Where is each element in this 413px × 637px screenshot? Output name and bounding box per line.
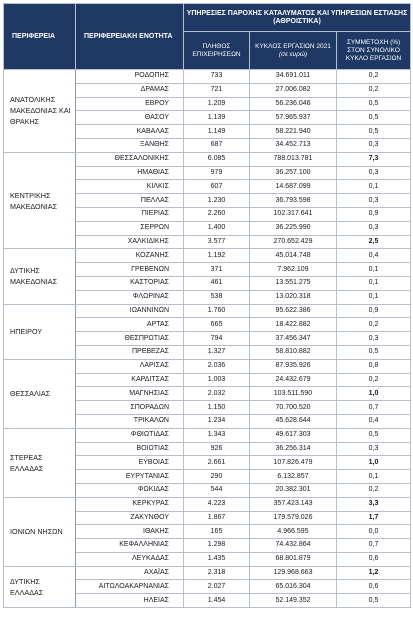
turnover-cell: 68.801.879 — [250, 552, 337, 566]
turnover-cell: 4.966.595 — [250, 525, 337, 539]
share-cell: 1,0 — [337, 456, 411, 470]
share-cell: 3,3 — [337, 497, 411, 511]
business-count-cell: 538 — [184, 290, 250, 304]
regional-unit-cell: ΒΟΙΩΤΙΑΣ — [76, 442, 184, 456]
regional-unit-cell: ΚΙΛΚΙΣ — [76, 180, 184, 194]
share-cell: 0,3 — [337, 442, 411, 456]
business-count-cell: 1.435 — [184, 552, 250, 566]
share-cell: 2,5 — [337, 235, 411, 249]
share-cell: 0,2 — [337, 83, 411, 97]
regional-unit-cell: ΑΧΑΪΑΣ — [76, 566, 184, 580]
regional-unit-cell: ΗΛΕΙΑΣ — [76, 594, 184, 608]
business-count-cell: 2.032 — [184, 387, 250, 401]
regional-unit-cell: ΙΩΑΝΝΙΝΩΝ — [76, 304, 184, 318]
header-turnover-label: ΚΥΚΛΟΣ ΕΡΓΑΣΙΩΝ 2021 — [255, 42, 331, 50]
turnover-cell: 34.452.713 — [250, 138, 337, 152]
business-count-cell: 2.260 — [184, 207, 250, 221]
share-cell: 0,0 — [337, 525, 411, 539]
header-group-title: ΥΠΗΡΕΣΙΕΣ ΠΑΡΟΧΗΣ ΚΑΤΑΛΥΜΑΤΟΣ ΚΑΙ ΥΠΗΡΕΣΙΩΝ ΕΣΤΙΑΣΗΣ (ΑΘΡΟΙΣΤΙΚΑ) — [184, 4, 411, 32]
share-cell: 0,4 — [337, 249, 411, 263]
share-cell: 0,3 — [337, 332, 411, 346]
region-name-cell: ΔΥΤΙΚΗΣ ΜΑΚΕΔΟΝΙΑΣ — [4, 249, 76, 304]
share-cell: 0,6 — [337, 552, 411, 566]
turnover-cell: 6.132.857 — [250, 470, 337, 484]
business-count-cell: 1.003 — [184, 373, 250, 387]
table-row — [4, 428, 411, 442]
share-cell: 0,1 — [337, 276, 411, 290]
share-cell: 0,5 — [337, 111, 411, 125]
business-count-cell: 2.661 — [184, 456, 250, 470]
regional-unit-cell: ΕΒΡΟΥ — [76, 97, 184, 111]
turnover-cell: 34.691.011 — [250, 70, 337, 84]
share-cell: 0,9 — [337, 207, 411, 221]
turnover-cell: 14.687.099 — [250, 180, 337, 194]
share-cell: 0,2 — [337, 483, 411, 497]
share-cell: 0,2 — [337, 70, 411, 84]
turnover-cell: 95.622.386 — [250, 304, 337, 318]
regional-unit-cell: ΖΑΚΥΝΘΟΥ — [76, 511, 184, 525]
business-count-cell: 544 — [184, 483, 250, 497]
business-count-cell: 1.760 — [184, 304, 250, 318]
business-count-cell: 2.027 — [184, 580, 250, 594]
region-name-cell: ΗΠΕΙΡΟΥ — [4, 304, 76, 359]
table-row — [4, 566, 411, 580]
regional-unit-cell: ΚΕΡΚΥΡΑΣ — [76, 497, 184, 511]
business-count-cell: 1.149 — [184, 125, 250, 139]
turnover-cell: 179.579.026 — [250, 511, 337, 525]
share-cell: 0,5 — [337, 125, 411, 139]
turnover-cell: 37.456.347 — [250, 332, 337, 346]
share-cell: 0,1 — [337, 263, 411, 277]
business-count-cell: 1.454 — [184, 594, 250, 608]
turnover-cell: 20.382.301 — [250, 483, 337, 497]
share-cell: 0,8 — [337, 359, 411, 373]
header-regional-unit: ΠΕΡΙΦΕΡΕΙΑΚΗ ΕΝΟΤΗΤΑ — [76, 4, 184, 70]
business-count-cell: 1.298 — [184, 539, 250, 553]
share-cell: 0,5 — [337, 97, 411, 111]
business-count-cell: 979 — [184, 166, 250, 180]
regional-unit-cell: ΠΙΕΡΙΑΣ — [76, 207, 184, 221]
regional-unit-cell: ΦΘΙΩΤΙΔΑΣ — [76, 428, 184, 442]
table-row — [4, 359, 411, 373]
share-cell: 0,5 — [337, 345, 411, 359]
turnover-cell: 270.652.429 — [250, 235, 337, 249]
business-count-cell: 1.400 — [184, 221, 250, 235]
turnover-cell: 102.317.641 — [250, 207, 337, 221]
turnover-cell: 74.432.864 — [250, 539, 337, 553]
regional-unit-cell: ΔΡΑΜΑΣ — [76, 83, 184, 97]
turnover-cell: 58.810.882 — [250, 345, 337, 359]
business-count-cell: 461 — [184, 276, 250, 290]
regional-unit-cell: ΚΑΒΑΛΑΣ — [76, 125, 184, 139]
business-count-cell: 733 — [184, 70, 250, 84]
regional-unit-cell: ΛΑΡΙΣΑΣ — [76, 359, 184, 373]
regional-unit-cell: ΚΑΣΤΟΡΙΑΣ — [76, 276, 184, 290]
business-count-cell: 1.234 — [184, 414, 250, 428]
share-cell: 0,9 — [337, 304, 411, 318]
business-count-cell: 1.230 — [184, 194, 250, 208]
business-count-cell: 4.223 — [184, 497, 250, 511]
share-cell: 0,7 — [337, 401, 411, 415]
turnover-cell: 58.221.940 — [250, 125, 337, 139]
region-name-cell: ΣΤΕΡΕΑΣ ΕΛΛΑΔΑΣ — [4, 428, 76, 497]
regional-unit-cell: ΠΡΕΒΕΖΑΣ — [76, 345, 184, 359]
share-cell: 0,7 — [337, 539, 411, 553]
regional-unit-cell: ΞΑΝΘΗΣ — [76, 138, 184, 152]
table-row — [4, 70, 411, 84]
share-cell: 0,3 — [337, 138, 411, 152]
turnover-cell: 27.006.082 — [250, 83, 337, 97]
turnover-cell: 13.020.318 — [250, 290, 337, 304]
turnover-cell: 52.149.352 — [250, 594, 337, 608]
turnover-cell: 103.511.590 — [250, 387, 337, 401]
table-body — [4, 70, 411, 608]
business-count-cell: 1.867 — [184, 511, 250, 525]
turnover-cell: 24.432.679 — [250, 373, 337, 387]
region-name-cell: ΘΕΣΣΑΛΙΑΣ — [4, 359, 76, 428]
share-cell: 1,7 — [337, 511, 411, 525]
regional-unit-cell: ΚΑΡΔΙΤΣΑΣ — [76, 373, 184, 387]
business-count-cell: 1.327 — [184, 345, 250, 359]
share-cell: 0,1 — [337, 180, 411, 194]
region-name-cell: ΔΥΤΙΚΗΣ ΕΛΛΑΔΑΣ — [4, 566, 76, 607]
turnover-cell: 49.617.303 — [250, 428, 337, 442]
regional-unit-cell: ΓΡΕΒΕΝΩΝ — [76, 263, 184, 277]
business-count-cell: 1.209 — [184, 97, 250, 111]
regional-turnover-table — [3, 3, 411, 608]
business-count-cell: 794 — [184, 332, 250, 346]
regional-unit-cell: ΣΠΟΡΑΔΩΝ — [76, 401, 184, 415]
business-count-cell: 6.085 — [184, 152, 250, 166]
regional-unit-cell: ΚΟΖΑΝΗΣ — [76, 249, 184, 263]
turnover-cell: 45.628.644 — [250, 414, 337, 428]
share-cell: 0,6 — [337, 580, 411, 594]
regional-unit-cell: ΦΛΩΡΙΝΑΣ — [76, 290, 184, 304]
regional-unit-cell: ΘΑΣΟΥ — [76, 111, 184, 125]
turnover-cell: 36.256.314 — [250, 442, 337, 456]
regional-unit-cell: ΛΕΥΚΑΔΑΣ — [76, 552, 184, 566]
regional-unit-cell: ΜΑΓΝΗΣΙΑΣ — [76, 387, 184, 401]
business-count-cell: 1.343 — [184, 428, 250, 442]
turnover-cell: 129.968.663 — [250, 566, 337, 580]
turnover-cell: 36.793.598 — [250, 194, 337, 208]
regional-unit-cell: ΙΘΑΚΗΣ — [76, 525, 184, 539]
share-cell: 1,2 — [337, 566, 411, 580]
business-count-cell: 1.139 — [184, 111, 250, 125]
header-share: ΣΥΜΜΕΤΟΧΗ (%) ΣΤΟΝ ΣΥΝΟΛΙΚΟ ΚΥΚΛΟ ΕΡΓΑΣΙΩΝ — [337, 32, 411, 70]
business-count-cell: 926 — [184, 442, 250, 456]
regional-unit-cell: ΕΥΒΟΙΑΣ — [76, 456, 184, 470]
turnover-cell: 788.013.781 — [250, 152, 337, 166]
regional-unit-cell: ΠΕΛΛΑΣ — [76, 194, 184, 208]
share-cell: 0,2 — [337, 318, 411, 332]
regional-unit-cell: ΦΩΚΙΔΑΣ — [76, 483, 184, 497]
business-count-cell: 1.150 — [184, 401, 250, 415]
regional-unit-cell: ΕΥΡΥΤΑΝΙΑΣ — [76, 470, 184, 484]
turnover-cell: 87.935.926 — [250, 359, 337, 373]
share-cell: 0,5 — [337, 594, 411, 608]
table-row — [4, 497, 411, 511]
header-region: ΠΕΡΙΦΕΡΕΙΑ — [4, 4, 76, 70]
business-count-cell: 1.192 — [184, 249, 250, 263]
turnover-cell: 36.225.990 — [250, 221, 337, 235]
header-turnover — [250, 32, 337, 70]
turnover-cell: 56.236.046 — [250, 97, 337, 111]
business-count-cell: 290 — [184, 470, 250, 484]
share-cell: 0,3 — [337, 166, 411, 180]
turnover-cell: 7.962.109 — [250, 263, 337, 277]
regional-unit-cell: ΧΑΛΚΙΔΙΚΗΣ — [76, 235, 184, 249]
business-count-cell: 607 — [184, 180, 250, 194]
share-cell: 1,0 — [337, 387, 411, 401]
share-cell: 0,5 — [337, 428, 411, 442]
region-name-cell: ΙΟΝΙΩΝ ΝΗΣΩΝ — [4, 497, 76, 566]
share-cell: 0,1 — [337, 290, 411, 304]
turnover-cell: 65.016.304 — [250, 580, 337, 594]
table-header — [4, 4, 411, 70]
region-name-cell: ΑΝΑΤΟΛΙΚΗΣ ΜΑΚΕΔΟΝΙΑΣ ΚΑΙ ΘΡΑΚΗΣ — [4, 70, 76, 153]
regional-unit-cell: ΘΕΣΠΡΩΤΙΑΣ — [76, 332, 184, 346]
business-count-cell: 2.318 — [184, 566, 250, 580]
turnover-cell: 357.423.143 — [250, 497, 337, 511]
share-cell: 7,3 — [337, 152, 411, 166]
share-cell: 0,4 — [337, 414, 411, 428]
business-count-cell: 165 — [184, 525, 250, 539]
statistics-table-container — [3, 3, 410, 608]
regional-unit-cell: ΚΕΦΑΛΛΗΝΙΑΣ — [76, 539, 184, 553]
share-cell: 0,3 — [337, 194, 411, 208]
header-turnover-unit: (σε ευρώ) — [278, 50, 308, 58]
regional-unit-cell: ΑΙΤΩΛΟΑΚΑΡΝΑΝΙΑΣ — [76, 580, 184, 594]
region-name-cell: ΚΕΝΤΡΙΚΗΣ ΜΑΚΕΔΟΝΙΑΣ — [4, 152, 76, 249]
business-count-cell: 371 — [184, 263, 250, 277]
regional-unit-cell: ΑΡΤΑΣ — [76, 318, 184, 332]
turnover-cell: 107.826.479 — [250, 456, 337, 470]
business-count-cell: 721 — [184, 83, 250, 97]
turnover-cell: 70.700.520 — [250, 401, 337, 415]
turnover-cell: 13.551.275 — [250, 276, 337, 290]
table-row — [4, 249, 411, 263]
header-business-count: ΠΛΗΘΟΣ ΕΠΙΧΕΙΡΗΣΕΩΝ — [184, 32, 250, 70]
share-cell: 0,2 — [337, 373, 411, 387]
regional-unit-cell: ΤΡΙΚΑΛΩΝ — [76, 414, 184, 428]
table-row — [4, 152, 411, 166]
regional-unit-cell: ΣΕΡΡΩΝ — [76, 221, 184, 235]
share-cell: 0,1 — [337, 470, 411, 484]
turnover-cell: 45.014.748 — [250, 249, 337, 263]
share-cell: 0,3 — [337, 221, 411, 235]
business-count-cell: 687 — [184, 138, 250, 152]
table-row — [4, 304, 411, 318]
business-count-cell: 3.577 — [184, 235, 250, 249]
regional-unit-cell: ΘΕΣΣΑΛΟΝΙΚΗΣ — [76, 152, 184, 166]
business-count-cell: 665 — [184, 318, 250, 332]
turnover-cell: 36.257.100 — [250, 166, 337, 180]
turnover-cell: 18.422.882 — [250, 318, 337, 332]
business-count-cell: 2.036 — [184, 359, 250, 373]
regional-unit-cell: ΗΜΑΘΙΑΣ — [76, 166, 184, 180]
regional-unit-cell: ΡΟΔΟΠΗΣ — [76, 70, 184, 84]
turnover-cell: 57.965.937 — [250, 111, 337, 125]
